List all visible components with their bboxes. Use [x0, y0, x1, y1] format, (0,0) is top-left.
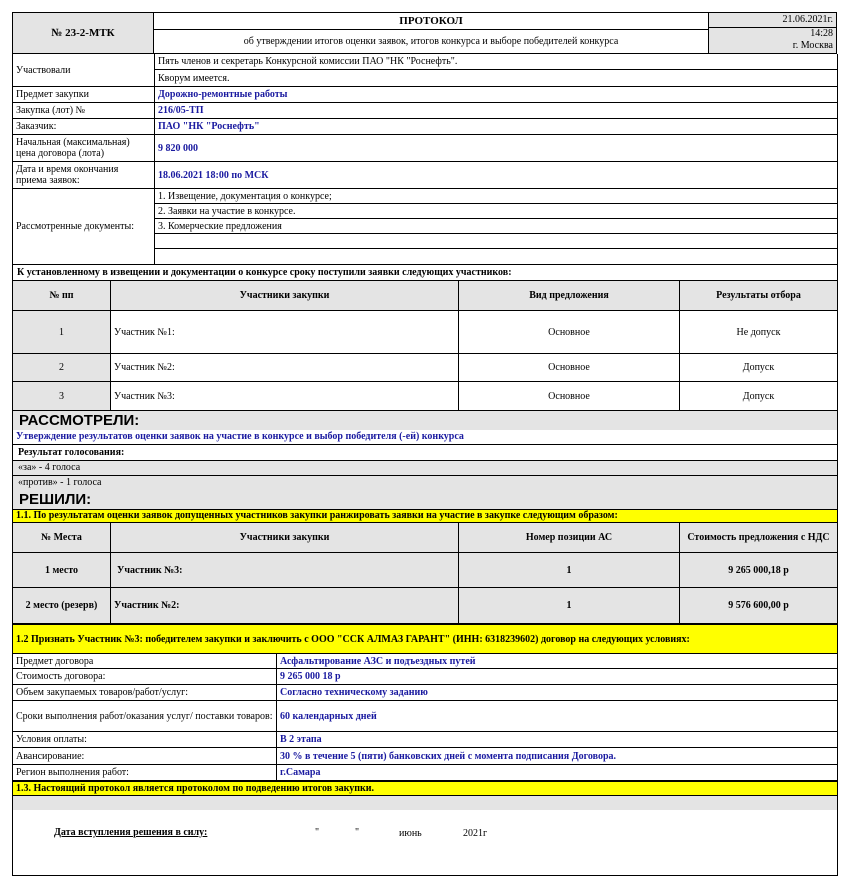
- vote-for-text: «за» - 4 голоса: [18, 462, 81, 473]
- doc-line-1: 1. Извещение, документация о конкурсе;: [155, 189, 837, 204]
- deadline-value: 18.06.2021 18:00 по МСК: [155, 162, 837, 189]
- applications-table: [12, 281, 838, 411]
- rank-row-2-name: Участник №2:: [111, 588, 459, 624]
- app-row-1-result: Не допуск: [680, 311, 837, 354]
- doc-line-3: 3. Комерческие предложения: [155, 219, 837, 234]
- doc-line-5: [155, 249, 837, 265]
- applications-intro: [12, 265, 838, 281]
- app-row-1-num: 1: [13, 311, 111, 354]
- protocol-time-city: [708, 27, 837, 54]
- considered-text-value: Утверждение результатов оценки заявок на участие в конкурсе и выбор победителя (-ей) конкурса: [16, 431, 464, 442]
- app-row-3-result: Допуск: [680, 382, 837, 411]
- decided-heading-text: РЕШИЛИ:: [19, 491, 92, 508]
- rank-header-place: № Места: [13, 523, 111, 553]
- info-table: [12, 54, 838, 265]
- protocol-date: [708, 12, 837, 28]
- ranking-table: [12, 523, 838, 624]
- vote-label-text: Результат голосования:: [18, 447, 125, 458]
- app-header-num: № пп: [13, 281, 111, 311]
- protocol-subtitle: [153, 29, 709, 54]
- term-6-value: 30 % в течение 5 (пяти) банковских дней с момента подписания Договора.: [277, 748, 837, 765]
- footer-block: [12, 810, 838, 876]
- protocol-city: г. Москва: [792, 40, 833, 51]
- price-label: Начальная (максимальная) цена договора (лота): [13, 135, 155, 162]
- decision-item-3: [12, 781, 838, 796]
- app-row-2-name: Участник №2:: [111, 354, 459, 382]
- terms-table: [12, 654, 838, 781]
- term-5-value: В 2 этапа: [277, 732, 837, 748]
- protocol-title-text: ПРОТОКОЛ: [399, 15, 463, 27]
- decision-item-1-text: 1.1. По результатам оценки заявок допущенных участников закупки ранжировать заявки на участие в закупке следующим образом:: [16, 510, 618, 521]
- app-row-2-kind: Основное: [459, 354, 680, 382]
- effective-date-month: июнь: [399, 828, 422, 839]
- protocol-time: 14:28: [810, 28, 833, 39]
- rank-row-1-position: 1: [459, 553, 680, 588]
- rank-row-2-cost: 9 576 600,00 р: [680, 588, 837, 624]
- protocol-date-text: 21.06.2021г.: [782, 14, 833, 25]
- grey-spacer: [12, 796, 838, 810]
- term-3-value: Согласно техническому заданию: [277, 685, 837, 701]
- app-row-2-result: Допуск: [680, 354, 837, 382]
- customer-value: ПАО "НК "Роснефть": [155, 119, 837, 135]
- participated-line2: Кворум имеется.: [155, 70, 837, 87]
- participated-line1: Пять членов и секретарь Конкурсной комиссии ПАО "НК "Роснефть".: [155, 54, 837, 70]
- app-row-3-kind: Основное: [459, 382, 680, 411]
- protocol-number-text: № 23-2-МТК: [51, 27, 115, 39]
- lot-label: Закупка (лот) №: [13, 103, 155, 119]
- doc-line-4: [155, 234, 837, 249]
- app-header-participants: Участники закупки: [111, 281, 459, 311]
- term-6-label: Авансирование:: [13, 748, 277, 765]
- decision-item-2-text: 1.2 Признать Участник №3: победителем закупки и заключить с ООО "ССК АЛМАЗ ГАРАНТ" (ИНН: 6318239602) договор на следующих условиях:: [16, 633, 690, 645]
- considered-heading: [12, 411, 838, 430]
- effective-date-year: 2021г: [463, 828, 488, 839]
- doc-line-2: 2. Заявки на участие в конкурсе.: [155, 204, 837, 219]
- decision-item-2: [12, 624, 838, 654]
- considered-heading-text: РАССМОТРЕЛИ:: [19, 412, 140, 429]
- rank-row-1-place: 1 место: [13, 553, 111, 588]
- protocol-number: [12, 12, 154, 54]
- subject-label: Предмет закупки: [13, 87, 155, 103]
- term-1-label: Предмет договора: [13, 654, 277, 669]
- app-row-3-num: 3: [13, 382, 111, 411]
- decision-item-3-text: 1.3. Настоящий протокол является протоколом по подведению итогов закупки.: [16, 783, 375, 794]
- term-4-value: 60 календарных дней: [277, 701, 837, 732]
- protocol-subtitle-text: об утверждении итогов оценки заявок, итогов конкурса и выборе победителей конкурса: [243, 36, 619, 47]
- rank-row-2-position: 1: [459, 588, 680, 624]
- protocol-title: [153, 12, 709, 30]
- decision-item-1: [12, 509, 838, 523]
- app-row-1-name: Участник №1:: [111, 311, 459, 354]
- term-4-label: Сроки выполнения работ/оказания услуг/ поставки товаров:: [13, 701, 277, 732]
- decided-heading: [12, 491, 838, 509]
- deadline-label: Дата и время окончания приема заявок:: [13, 162, 155, 189]
- term-2-label: Стоимость договора:: [13, 669, 277, 685]
- app-row-3-name: Участник №3:: [111, 382, 459, 411]
- participated-label: Участвовали: [13, 54, 155, 87]
- effective-date-quote-open: ": [315, 827, 320, 838]
- vote-for: [12, 461, 838, 476]
- rank-header-position: Номер позиции АС: [459, 523, 680, 553]
- price-value: 9 820 000: [155, 135, 837, 162]
- app-header-result: Результаты отбора: [680, 281, 837, 311]
- vote-against: [12, 476, 838, 491]
- term-5-label: Условия оплаты:: [13, 732, 277, 748]
- rank-row-1-cost: 9 265 000,18 р: [680, 553, 837, 588]
- term-7-label: Регион выполнения работ:: [13, 765, 277, 781]
- term-3-label: Объем закупаемых товаров/работ/услуг:: [13, 685, 277, 701]
- effective-date-label: Дата вступления решения в силу:: [54, 827, 208, 838]
- customer-label: Заказчик:: [13, 119, 155, 135]
- lot-value: 216/05-ТП: [155, 103, 837, 119]
- vote-against-text: «против» - 1 голоса: [18, 477, 102, 488]
- term-2-value: 9 265 000 18 р: [277, 669, 837, 685]
- rank-header-participants: Участники закупки: [111, 523, 459, 553]
- subject-value: Дорожно-ремонтные работы: [155, 87, 837, 103]
- rank-header-cost: Стоимость предложения с НДС: [680, 523, 837, 553]
- app-row-1-kind: Основное: [459, 311, 680, 354]
- app-header-kind: Вид предложения: [459, 281, 680, 311]
- term-7-value: г.Самара: [277, 765, 837, 781]
- app-row-2-num: 2: [13, 354, 111, 382]
- effective-date-quote-close: ": [355, 827, 360, 838]
- considered-text: [12, 430, 838, 445]
- term-1-value: Асфальтирование АЗС и подъездных путей: [277, 654, 837, 669]
- rank-row-1-name: Участник №3:: [111, 553, 459, 588]
- vote-label: [12, 445, 838, 461]
- rank-row-2-place: 2 место (резерв): [13, 588, 111, 624]
- applications-intro-text: К установленному в извещении и документации о конкурсе сроку поступили заявки следующих участников:: [17, 267, 512, 278]
- docs-label: Рассмотренные документы:: [13, 189, 155, 265]
